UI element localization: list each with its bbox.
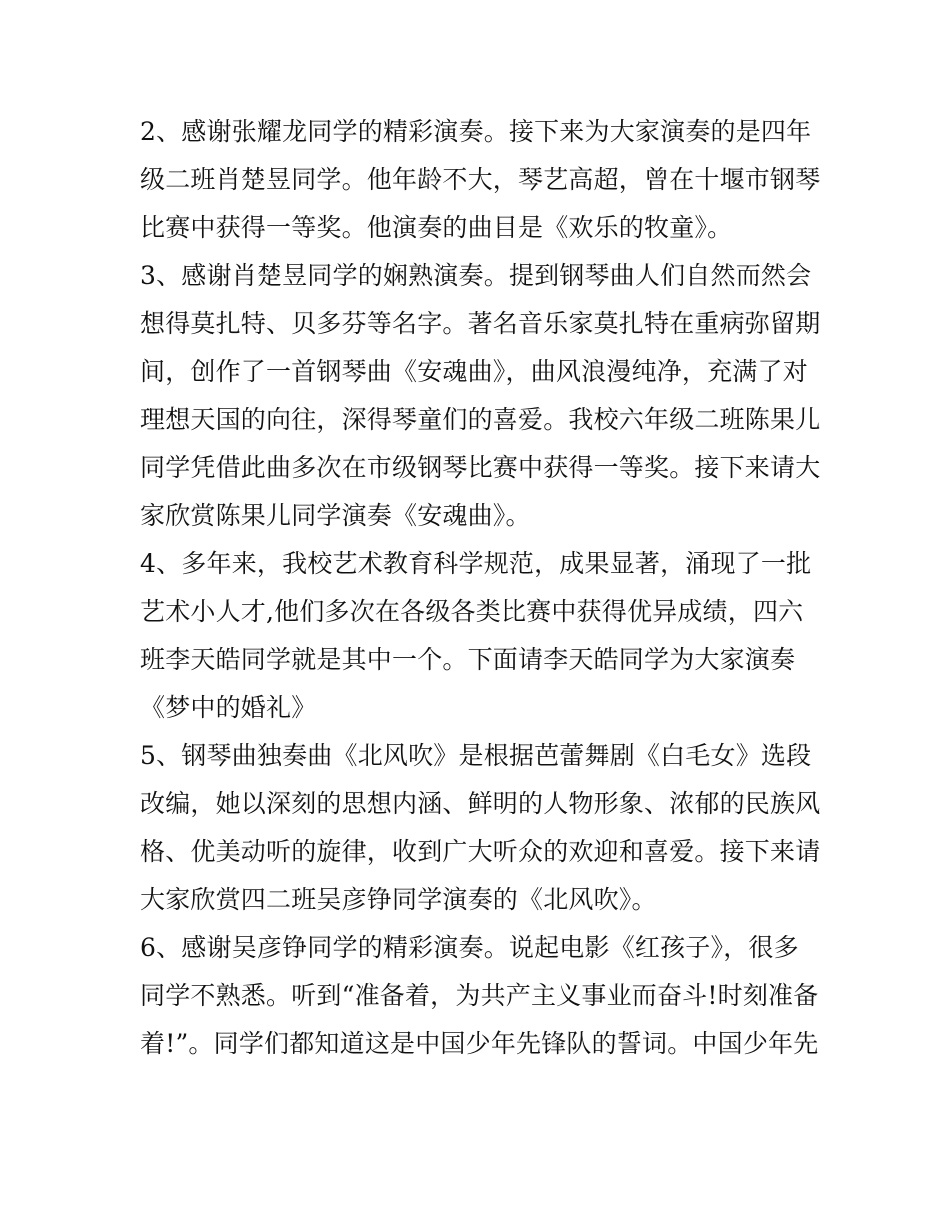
text-line: 《梦中的婚礼》 xyxy=(140,693,317,722)
text-line: 6、感谢吴彦铮同学的精彩演奏。说起电影《红孩子》，很多 xyxy=(140,933,799,962)
text-line: 着!”。同学们都知道这是中国少年先锋队的誓词。中国少年先 xyxy=(140,1029,819,1058)
text-line: 大家欣赏四二班吴彦铮同学演奏的《北风吹》。 xyxy=(140,885,657,914)
text-line: 间，创作了一首钢琴曲《安魂曲》，曲风浪漫纯净，充满了对 xyxy=(140,357,808,386)
text-line: 3、感谢肖楚昱同学的娴熟演奏。提到钢琴曲人们自然而然会 xyxy=(140,261,812,290)
body-text xyxy=(140,108,820,1068)
text-line: 4、多年来，我校艺术教育科学规范，成果显著，涌现了一批 xyxy=(140,549,812,578)
text-line: 想得莫扎特、贝多芬等名字。著名音乐家莫扎特在重病弥留期 xyxy=(140,309,821,338)
text-line: 班李天皓同学就是其中一个。下面请李天皓同学为大家演奏 xyxy=(140,645,796,674)
text-line: 比赛中获得一等奖。他演奏的曲目是《欢乐的牧童》。 xyxy=(140,213,733,242)
text-line: 格、优美动听的旋律，收到广大听众的欢迎和喜爱。接下来请 xyxy=(140,837,821,866)
text-line: 级二班肖楚昱同学。他年龄不大，琴艺高超，曾在十堰市钢琴 xyxy=(140,165,821,194)
text-line: 2、感谢张耀龙同学的精彩演奏。接下来为大家演奏的是四年 xyxy=(140,117,812,146)
text-line: 家欣赏陈果儿同学演奏《安魂曲》。 xyxy=(140,501,531,530)
text-line: 同学凭借此曲多次在市级钢琴比赛中获得一等奖。接下来请大 xyxy=(140,453,821,482)
text-line: 改编，她以深刻的思想内涵、鲜明的人物形象、浓郁的民族风 xyxy=(140,789,821,818)
text-line: 艺术小人才,他们多次在各级各类比赛中获得优异成绩，四六 xyxy=(140,597,804,626)
text-line: 5、钢琴曲独奏曲《北风吹》是根据芭蕾舞剧《白毛女》选段 xyxy=(140,741,812,770)
text-line: 同学不熟悉。听到“准备着，为共产主义事业而奋斗!时刻准备 xyxy=(140,981,819,1010)
text-line: 理想天国的向往，深得琴童们的喜爱。我校六年级二班陈果儿 xyxy=(140,405,821,434)
